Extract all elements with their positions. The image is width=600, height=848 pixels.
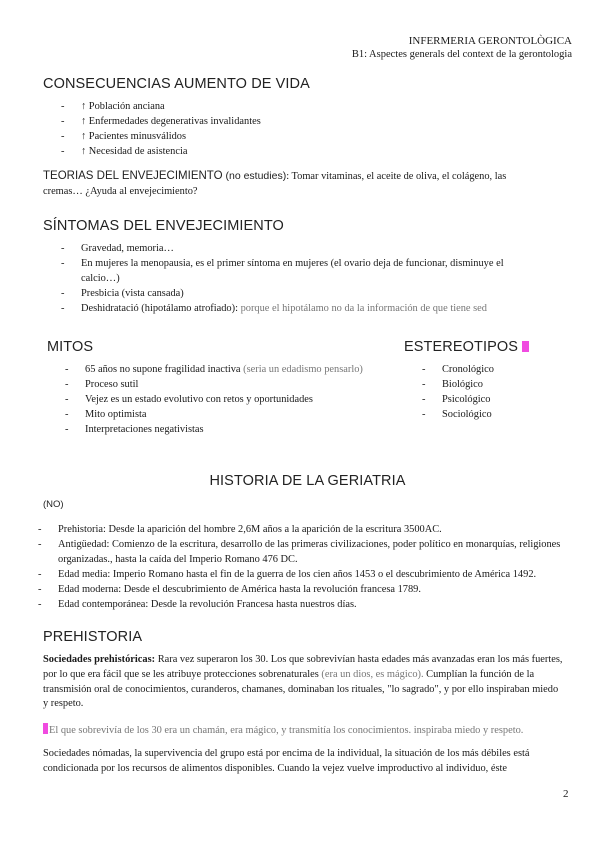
header-title: INFERMERIA GERONTOLÒGICA <box>408 35 572 47</box>
header-subtitle: B1: Aspectes generals del context de la gerontologia <box>351 49 572 60</box>
sintomas-last-item: Deshidratació (hipotálamo atrofiado): <box>81 303 238 314</box>
prehistoria-heading: PREHISTORIA <box>43 629 143 645</box>
mitos-heading: MITOS <box>47 339 94 355</box>
list-item: - Edad contemporánea: Desde la revolución Francesa hasta nuestros días. <box>38 597 570 612</box>
list-item: - Edad media: Imperio Romano hasta el fin de la guerra de los cien años 1453 o el descubrimiento de América 1492. <box>38 567 570 582</box>
list-item: - Edad moderna: Desde el descubrimiento de América hasta la revolución francesa 1789. <box>38 582 570 597</box>
list-item: - Sociológico <box>422 407 572 422</box>
sintomas-last-note: porque el hipotálamo no da la información de que tiene sed <box>237 303 487 314</box>
teorias-note: (no estudies) <box>222 170 287 182</box>
list-item: - ↑ Enfermedades degenerativas invalidantes <box>61 114 541 129</box>
list-item: - Proceso sutil <box>65 377 405 392</box>
mitos-first-item: 65 años no supone fragilidad inactiva <box>85 364 241 375</box>
header <box>352 34 572 62</box>
list-item: - Psicológico <box>422 392 572 407</box>
mitos-list <box>65 362 405 437</box>
historia-heading: HISTORIA DE LA GERIATRIA <box>209 473 406 489</box>
consecuencias-list <box>61 99 541 159</box>
prehistoria-paragraph-1 <box>43 653 563 712</box>
prehistoria-p1-bold: Sociedades prehistóricas: <box>43 654 156 665</box>
estereotipos-heading: ESTEREOTIPOS <box>404 339 518 355</box>
prehistoria-p1-gray: (era un dios, es mágico). <box>318 668 424 680</box>
prehistoria-paragraph-3: Sociedades nómadas, la supervivencia del grupo está por encima de la individual, la situación de los más débiles está condicionada por los recursos de alimentos disponibles. Cuando la vejez vuelve improductivo al individuo, éste <box>43 748 530 774</box>
prehistoria-p1-b: Cumplían la función de la transmisión oral de conocimientos, curanderos, chamanes, dominaban los rituales, "lo sagrado", y por ello inspiraban miedo y respeto. <box>43 668 559 710</box>
prehistoria-p2: El que sobrevivía de los 30 era un chamán, era mágico, y transmitía los conocimientos. inspiraba miedo y respeto. <box>49 725 524 736</box>
historia-note: (NO) <box>43 499 64 510</box>
teorias-text: : Tomar vitaminas, el aceite de oliva, el colágeno, las cremas… ¿Ayuda al envejecimiento? <box>43 171 507 197</box>
list-item: - Interpretaciones negativistas <box>65 422 405 437</box>
list-item: - Biológico <box>422 377 572 392</box>
highlight-marker <box>522 341 529 352</box>
prehistoria-p1-a: Rara vez superaron los 30. Los que sobrevivían hasta edades más avanzadas eran los más fuertes, por lo que era fácil que se les atribuye protecciones sobrenaturales <box>43 654 563 680</box>
list-item <box>65 362 405 377</box>
page-number: 2 <box>563 788 569 800</box>
list-item: - Presbicia (vista cansada) <box>61 286 541 301</box>
list-item: - ↑ Pacientes minusválidos <box>61 129 541 144</box>
sintomas-heading: SÍNTOMAS DEL ENVEJECIMIENTO <box>43 218 284 234</box>
consecuencias-heading: CONSECUENCIAS AUMENTO DE VIDA <box>43 76 310 92</box>
list-item: - Vejez es un estado evolutivo con retos y oportunidades <box>65 392 405 407</box>
list-item: - Mito optimista <box>65 407 405 422</box>
mitos-first-note: (seria un edadismo pensarlo) <box>240 364 363 375</box>
list-item: - En mujeres la menopausia, es el primer síntoma en mujeres (el ovario deja de funcionar, disminuye el calcio…) <box>61 256 541 286</box>
teorias-paragraph <box>43 169 543 200</box>
sintomas-list <box>61 241 541 316</box>
list-item <box>61 301 541 316</box>
highlight-marker <box>43 723 48 734</box>
estereotipos-heading-row <box>404 339 529 355</box>
list-item: - Gravedad, memoria… <box>61 241 541 256</box>
list-item: - Prehistoria: Desde la aparición del hombre 2,6M años a la aparición de la escritura 3500AC. <box>38 522 570 537</box>
historia-list <box>38 522 570 612</box>
estereotipos-list <box>422 362 572 422</box>
teorias-heading: TEORIAS DEL ENVEJECIMIENTO <box>43 170 223 182</box>
list-item: - ↑ Población anciana <box>61 99 541 114</box>
list-item: - Antigüedad: Comienzo de la escritura, desarrollo de las primeras civilizaciones, poder político en monarquías, religiones organizadas., hasta la caída del Imperio Romano 476 DC. <box>38 537 570 567</box>
prehistoria-paragraph-2 <box>43 723 563 739</box>
list-item: - ↑ Necesidad de asistencia <box>61 144 541 159</box>
list-item: - Cronológico <box>422 362 572 377</box>
